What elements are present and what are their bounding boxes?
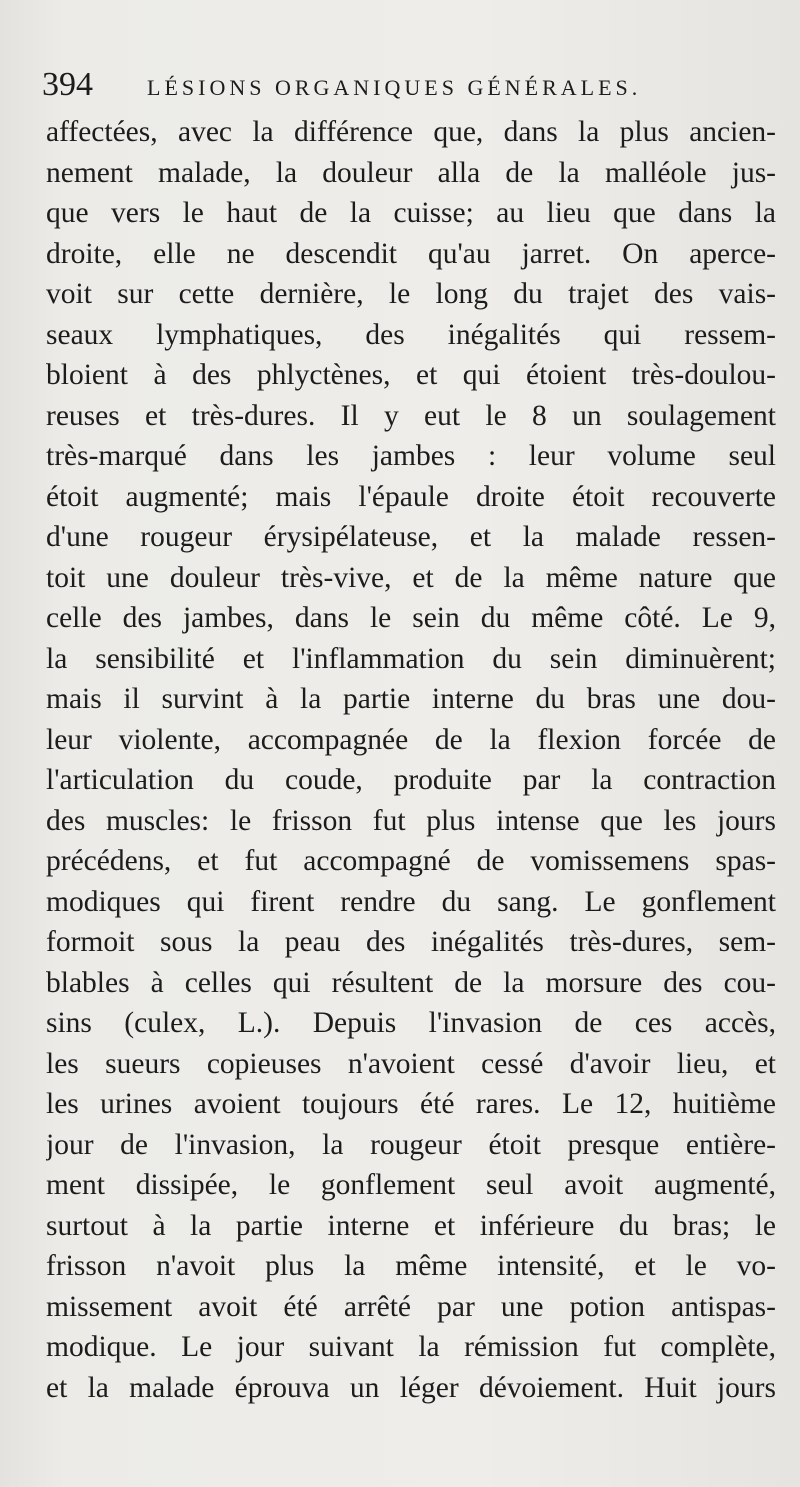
text-line: affectées, avec la différence que, dans la plus ancien-	[46, 116, 776, 148]
text-line: et la malade éprouva un léger dévoiement. Huit jours	[46, 1371, 776, 1404]
text-line: des muscles: le frisson fut plus intense que les jours	[46, 804, 776, 837]
text-line: ment dissipée, le gonflement seul avoit augmenté,	[46, 1169, 776, 1201]
text-line: seaux lymphatiques, des inégalités qui ressem-	[46, 318, 776, 351]
text-line: celle des jambes, dans le sein du même côté. Le 9,	[46, 602, 776, 634]
text-line: nement malade, la douleur alla de la malléole jus-	[46, 156, 776, 189]
text-line: reuses et très-dures. Il y eut le 8 un soulagement	[46, 399, 776, 432]
text-line: voit sur cette dernière, le long du trajet des vais-	[46, 278, 776, 310]
body-text	[46, 112, 776, 1408]
text-line: sins (culex, L.). Depuis l'invasion de ces accès,	[46, 1007, 776, 1039]
text-line: surtout à la partie interne et inférieure du bras; le	[46, 1209, 776, 1242]
running-title: LÉSIONS ORGANIQUES GÉNÉRALES.	[147, 75, 642, 100]
text-line: leur violente, accompagnée de la flexion forcée de	[46, 723, 776, 756]
text-line: formoit sous la peau des inégalités très-dures, sem-	[46, 926, 776, 958]
text-line: droite, elle ne descendit qu'au jarret. On aperce-	[46, 237, 776, 270]
text-line: l'articulation du coude, produite par la contraction	[46, 764, 776, 796]
text-line: très-marqué dans les jambes : leur volume seul	[46, 440, 776, 472]
text-line: toit une douleur très-vive, et de la même nature que	[46, 561, 776, 594]
text-line: mais il survint à la partie interne du bras une dou-	[46, 683, 776, 715]
text-line: bloient à des phlyctènes, et qui étoient très-doulou-	[46, 359, 776, 391]
text-line: les urines avoient toujours été rares. Le 12, huitième	[46, 1088, 776, 1120]
text-line: précédens, et fut accompagné de vomissemens spas-	[46, 845, 776, 877]
text-line: la sensibilité et l'inflammation du sein diminuèrent;	[46, 642, 776, 675]
text-line: les sueurs copieuses n'avoient cessé d'avoir lieu, et	[46, 1047, 776, 1080]
text-line: modiques qui firent rendre du sang. Le gonflement	[46, 885, 776, 918]
text-line: étoit augmenté; mais l'épaule droite étoit recouverte	[46, 480, 776, 513]
running-head	[42, 66, 762, 110]
text-line: que vers le haut de la cuisse; au lieu que dans la	[46, 197, 776, 229]
text-line: modique. Le jour suivant la rémission fut complète,	[46, 1331, 776, 1363]
text-line: jour de l'invasion, la rougeur étoit presque entière-	[46, 1128, 776, 1161]
text-line: missement avoit été arrêté par une potion antispas-	[46, 1290, 776, 1323]
page-number: 394	[42, 66, 93, 103]
text-line: blables à celles qui résultent de la morsure des cou-	[46, 966, 776, 999]
text-line: frisson n'avoit plus la même intensité, et le vo-	[46, 1250, 776, 1282]
text-line: d'une rougeur érysipélateuse, et la malade ressen-	[46, 521, 776, 553]
